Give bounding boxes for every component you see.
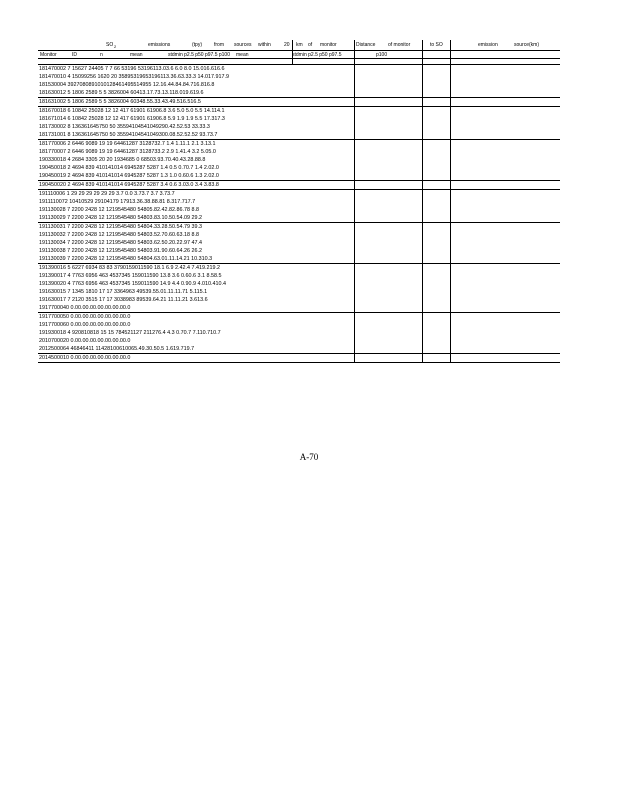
table-row: [38, 123, 560, 131]
row-values: 191390017 4 7763 6956 463 4537345 159011590 13.8 3.6 0.60.6 3.1 8.58.5: [39, 273, 222, 279]
row-empty-cell: [450, 115, 560, 123]
table-row: [38, 255, 560, 264]
row-empty-cell: [450, 181, 560, 190]
row-values: 181671014 6 10842 25028 12 12 417 61901 61906.8 5.9 1.9 1.9 5.5 17.317.3: [39, 116, 225, 122]
row-empty-cell: [354, 231, 422, 239]
row-empty-cell: [354, 115, 422, 123]
row-empty-cell: [450, 107, 560, 116]
row-empty-cell: [450, 81, 560, 89]
row-values: 191110006 1 29 29 29 29 29 29 3.7 0.0 3.73.7 3.7 3.73.7: [38, 190, 354, 199]
row-empty-cell: [422, 164, 450, 172]
header-emission: emission: [478, 42, 498, 48]
row-empty-cell: [354, 304, 422, 313]
row-empty-cell: [354, 223, 422, 232]
table-row: [38, 264, 560, 273]
row-empty-cell: [422, 89, 450, 98]
row-empty-cell: [354, 288, 422, 296]
table-row: [38, 181, 560, 190]
row-empty-cell: [354, 321, 422, 329]
row-values: 181470010 4 15099256 1620 20 35895319653196113.36.63.33.3 14.017.917.9: [39, 74, 229, 80]
header-divider-1: [292, 40, 293, 64]
row-empty-cell: [354, 264, 422, 273]
row-empty-cell: [422, 140, 450, 149]
header-to-so: to SO: [430, 42, 443, 48]
row-empty-cell: [354, 65, 422, 74]
row-empty-cell: [422, 206, 450, 214]
header-col-id: ID: [72, 52, 77, 58]
emissions-table: [38, 64, 560, 363]
row-empty-cell: [422, 115, 450, 123]
row-empty-cell: [422, 345, 450, 354]
row-empty-cell: [354, 206, 422, 214]
row-values: 191390016 5 6227 6934 83 83 3790159011590 18.1 6.9 2.42.4 7.419.219.2: [38, 264, 354, 273]
row-empty-cell: [422, 131, 450, 140]
page-number: A-70: [299, 452, 319, 462]
table-row: [38, 329, 560, 337]
row-empty-cell: [422, 65, 450, 74]
row-empty-cell: [422, 107, 450, 116]
row-empty-cell: [450, 223, 560, 232]
row-empty-cell: [450, 123, 560, 131]
row-empty-cell: [422, 156, 450, 164]
row-values: 1917700050 0.00.00.00.00.00.00.00.0: [38, 313, 354, 322]
row-empty-cell: [422, 190, 450, 199]
row-empty-cell: [450, 89, 560, 98]
table-row: [38, 231, 560, 239]
table-row: [38, 190, 560, 199]
header-distance: Distance: [356, 42, 376, 48]
row-empty-cell: [354, 73, 422, 81]
row-empty-cell: [450, 345, 560, 354]
row-empty-cell: [450, 98, 560, 107]
table-row: [38, 247, 560, 255]
header-col-stats2: stdmin p2.5 p50 p97.5: [292, 52, 342, 58]
row-empty-cell: [354, 181, 422, 190]
header-title-tpy: (tpy): [192, 42, 202, 48]
header-title-so-sub: 2: [114, 44, 117, 49]
header-col-monitor: Monitor: [40, 52, 57, 58]
row-empty-cell: [354, 198, 422, 206]
row-empty-cell: [354, 123, 422, 131]
header-title-monitor: monitor: [320, 42, 337, 48]
table-row: [38, 73, 560, 81]
row-values: 181470002 7 15627 24405 7 7 66 53196 53196113.03.6 6.0 8.0 15.016.616.6: [38, 65, 354, 74]
row-values: 190450020 2 4694 839 410141014 6945287 5287 3.4 0.6 3.03.0 3.4 3.83.8: [38, 181, 354, 190]
row-empty-cell: [422, 239, 450, 247]
row-empty-cell: [354, 148, 422, 156]
row-empty-cell: [450, 156, 560, 164]
row-empty-cell: [422, 313, 450, 322]
row-empty-cell: [354, 98, 422, 107]
row-empty-cell: [450, 313, 560, 322]
table-row: [38, 198, 560, 206]
row-empty-cell: [354, 296, 422, 304]
table-row: [38, 140, 560, 149]
header-divider-3: [422, 40, 423, 64]
row-empty-cell: [422, 321, 450, 329]
row-empty-cell: [354, 345, 422, 354]
table-row: [38, 304, 560, 313]
row-empty-cell: [450, 190, 560, 199]
header-title-sources: sources: [234, 42, 252, 48]
row-values: 191130039 7 2200 2428 12 1219545480 54804.63.01.11.14.21 10.310.3: [39, 256, 213, 262]
row-values: 191130034 7 2200 2428 12 1219545480 54803.62.50.20.22.97 47.4: [39, 240, 202, 246]
row-empty-cell: [450, 247, 560, 255]
row-empty-cell: [354, 354, 422, 363]
row-empty-cell: [450, 172, 560, 181]
table-row: [38, 206, 560, 214]
row-values: 191130029 7 2200 2428 12 1219545480 54803.83.10.50.54.09 29.2: [39, 215, 202, 221]
row-values: 190330018 4 2684 3305 20 20 1934685 0 68503.93.70.40.43.28.88.8: [39, 157, 206, 163]
row-empty-cell: [354, 255, 422, 264]
table-row: [38, 148, 560, 156]
row-empty-cell: [422, 81, 450, 89]
table-row: [38, 296, 560, 304]
table-row: [38, 107, 560, 116]
row-values: 191130038 7 2200 2428 12 1219545480 54803.91.90.60.64.26 26.2: [39, 248, 202, 254]
row-values: 191630015 7 1345 1810 17 17 3364963 49539.55.01.11.11.71 5.115.1: [39, 289, 208, 295]
row-empty-cell: [422, 280, 450, 288]
row-empty-cell: [450, 140, 560, 149]
table-row: [38, 272, 560, 280]
header-title-emissions: emissions: [148, 42, 171, 48]
table-row: [38, 239, 560, 247]
row-empty-cell: [450, 214, 560, 223]
table-header: [38, 40, 560, 64]
header-col-p100: p100: [376, 52, 388, 58]
row-values: 181670018 6 10842 25028 12 12 417 61901 61906.8 3.6 5.0 5.0 5.5 14.114.1: [38, 107, 354, 116]
row-empty-cell: [450, 164, 560, 172]
header-rule-top: [38, 50, 560, 51]
header-of-monitor: of monitor: [388, 42, 411, 48]
table-row: [38, 345, 560, 354]
table-row: [38, 313, 560, 322]
row-empty-cell: [422, 304, 450, 313]
row-values: 181530004 3927080891010128461495514955 12.16.44.84.84.716.816.8: [39, 82, 215, 88]
header-col-mean2: mean: [236, 52, 249, 58]
row-empty-cell: [422, 181, 450, 190]
row-values: 181631002 5 1806 2589 5 5 3826004 60348.55.33.43.49.516.516.5: [38, 98, 354, 107]
row-empty-cell: [422, 337, 450, 345]
row-values: 181770007 2 6446 9089 19 19 64461287 3128733.2 2.9 1.41.4 3.2 5.05.0: [39, 149, 216, 155]
row-empty-cell: [354, 337, 422, 345]
row-empty-cell: [354, 329, 422, 337]
header-title-so: SO: [106, 42, 114, 48]
row-values: 190450018 2 4694 839 410141014 6945287 5287 1.4 0.5 0.70.7 1.4 2.02.0: [39, 165, 219, 171]
emissions-table-sheet: [38, 40, 560, 363]
row-empty-cell: [450, 239, 560, 247]
table-row: [38, 288, 560, 296]
row-empty-cell: [450, 280, 560, 288]
table-row: [38, 354, 560, 363]
row-values: 181731001 8 136361645750 50 35594104541049300.08.52.52.52 93.73.7: [39, 132, 218, 138]
row-empty-cell: [354, 140, 422, 149]
header-title-of: of: [308, 42, 313, 48]
row-empty-cell: [354, 214, 422, 223]
row-empty-cell: [354, 81, 422, 89]
row-values: 1911110072 10410529 29104179 17913.36.38.88.81 8.317.717.7: [39, 199, 196, 205]
row-empty-cell: [450, 264, 560, 273]
header-rule-bottom: [38, 58, 560, 59]
header-title-within: within: [258, 42, 271, 48]
row-empty-cell: [450, 206, 560, 214]
row-values: 2014500010 0.00.00.00.00.00.00.00.0: [38, 354, 354, 363]
row-empty-cell: [450, 337, 560, 345]
row-empty-cell: [422, 288, 450, 296]
row-empty-cell: [450, 296, 560, 304]
row-empty-cell: [422, 329, 450, 337]
header-title-20: 20: [284, 42, 290, 48]
row-values: 181770006 2 6446 9089 19 19 64461287 3128732.7 1.4 1.11.1 2.1 3.13.1: [38, 140, 354, 149]
header-title-km: km: [296, 42, 303, 48]
table-row: [38, 321, 560, 329]
row-values: 191130031 7 2200 2428 12 1219545480 54804.33.28.50.54.79 39.3: [38, 223, 354, 232]
table-row: [38, 172, 560, 181]
header-divider-4: [450, 40, 451, 64]
row-empty-cell: [354, 272, 422, 280]
row-empty-cell: [354, 313, 422, 322]
row-empty-cell: [422, 214, 450, 223]
row-empty-cell: [450, 288, 560, 296]
header-title-from: from: [214, 42, 224, 48]
table-row: [38, 115, 560, 123]
row-empty-cell: [422, 296, 450, 304]
row-values: 181730002 8 136361645750 50 35594104541049290.42.52.53 33.33.3: [39, 124, 210, 130]
row-empty-cell: [450, 321, 560, 329]
row-empty-cell: [450, 304, 560, 313]
row-empty-cell: [354, 172, 422, 181]
row-empty-cell: [450, 231, 560, 239]
row-empty-cell: [422, 148, 450, 156]
row-empty-cell: [354, 190, 422, 199]
row-values: 2012500064 46846411 11428100610065.49.30.50.5 1.619.719.7: [39, 346, 195, 352]
row-empty-cell: [450, 131, 560, 140]
row-empty-cell: [354, 156, 422, 164]
row-empty-cell: [422, 73, 450, 81]
row-empty-cell: [422, 255, 450, 264]
row-empty-cell: [422, 231, 450, 239]
table-row: [38, 81, 560, 89]
header-col-stats: stdmin p2.5 p50 p97.5 p100: [168, 52, 230, 58]
row-empty-cell: [422, 223, 450, 232]
row-empty-cell: [450, 148, 560, 156]
row-empty-cell: [422, 98, 450, 107]
header-source-km: source(km): [514, 42, 540, 48]
row-values: 190450019 2 4694 839 410141014 6945287 5287 1.3 1.0 0.60.6 1.3 2.02.0: [39, 173, 219, 179]
header-col-n: n: [100, 52, 103, 58]
table-row: [38, 223, 560, 232]
row-empty-cell: [422, 123, 450, 131]
table-row: [38, 131, 560, 140]
row-values: 191930018 4 920810818 15 15 784521127 211276.4 4.3 0.70.7 7.110.710.7: [39, 330, 221, 336]
row-values: 1917700040 0.00.00.00.00.00.00.00.0: [39, 305, 131, 311]
table-row: [38, 89, 560, 98]
row-values: 191630017 7 2120 3515 17 17 3038983 89539.64.21 11.11.21 3.613.6: [39, 297, 208, 303]
row-empty-cell: [450, 73, 560, 81]
row-empty-cell: [354, 89, 422, 98]
row-empty-cell: [450, 65, 560, 74]
row-empty-cell: [450, 255, 560, 264]
row-empty-cell: [354, 247, 422, 255]
header-col-mean: mean: [130, 52, 143, 58]
table-row: [38, 164, 560, 172]
row-empty-cell: [422, 272, 450, 280]
row-empty-cell: [422, 198, 450, 206]
table-row: [38, 214, 560, 223]
row-values: 191390020 4 7763 6956 463 4537345 159011590 14.9 4.4 0.90.9 4.010.410.4: [39, 281, 226, 287]
row-empty-cell: [450, 198, 560, 206]
row-values: 2010700020 0.00.00.00.00.00.00.00.0: [39, 338, 131, 344]
row-empty-cell: [354, 131, 422, 140]
row-empty-cell: [422, 172, 450, 181]
row-empty-cell: [354, 164, 422, 172]
row-empty-cell: [422, 354, 450, 363]
table-row: [38, 337, 560, 345]
row-empty-cell: [450, 329, 560, 337]
row-empty-cell: [450, 272, 560, 280]
header-divider-2: [354, 40, 355, 64]
row-empty-cell: [354, 107, 422, 116]
table-row: [38, 280, 560, 288]
row-empty-cell: [450, 354, 560, 363]
table-row: [38, 98, 560, 107]
table-row: [38, 65, 560, 74]
row-values: 191130032 7 2200 2428 12 1219545480 54803.52.70.60.63.18 8.8: [39, 232, 199, 238]
row-empty-cell: [354, 239, 422, 247]
row-empty-cell: [422, 247, 450, 255]
row-values: 191130028 7 2200 2428 12 1219545480 54805.82.42.82.86.78 8.8: [39, 207, 199, 213]
row-values: 181630012 5 1806 2589 5 5 3826004 60413.17.73.13.118.019.619.6: [39, 90, 204, 96]
row-empty-cell: [422, 264, 450, 273]
emissions-table-body: [38, 65, 560, 363]
row-empty-cell: [354, 280, 422, 288]
row-values: 1917700060 0.00.00.00.00.00.00.00.0: [39, 322, 131, 328]
table-row: [38, 156, 560, 164]
